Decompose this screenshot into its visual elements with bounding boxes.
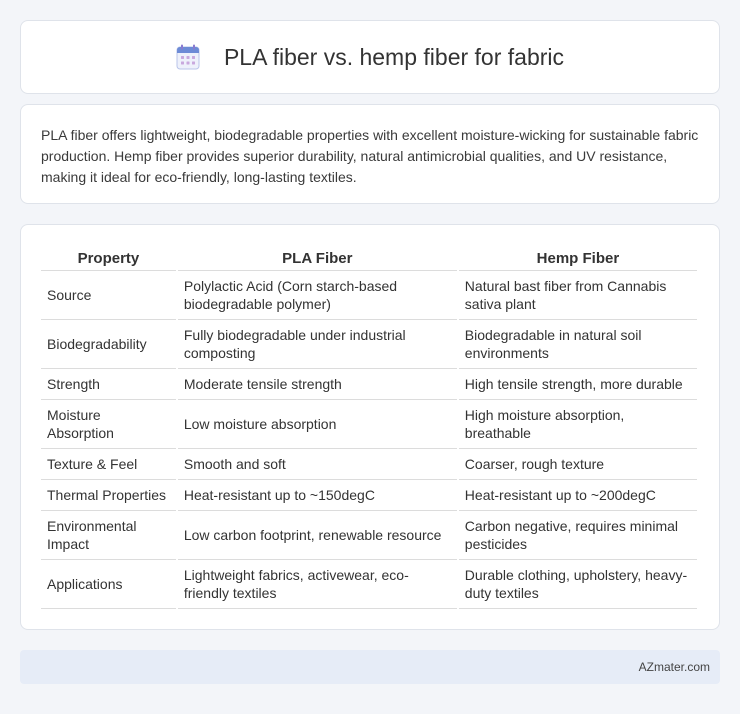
column-header-hemp: Hemp Fiber xyxy=(459,243,697,271)
table-cell: Lightweight fabrics, activewear, eco-friendly textiles xyxy=(178,560,457,609)
table-cell: Durable clothing, upholstery, heavy-duty textiles xyxy=(459,560,697,609)
table-row xyxy=(41,560,697,609)
table-row xyxy=(41,320,697,369)
table-row xyxy=(41,400,697,449)
table-row xyxy=(41,271,697,320)
table-cell: Fully biodegradable under industrial composting xyxy=(178,320,457,369)
table-cell: Coarser, rough texture xyxy=(459,449,697,480)
table-cell: Applications xyxy=(41,560,176,609)
table-cell: High moisture absorption, breathable xyxy=(459,400,697,449)
table-cell: Thermal Properties xyxy=(41,480,176,511)
table-cell: High tensile strength, more durable xyxy=(459,369,697,400)
table-cell: Source xyxy=(41,271,176,320)
comparison-table-card xyxy=(20,224,720,630)
table-cell: Strength xyxy=(41,369,176,400)
table-cell: Environmental Impact xyxy=(41,511,176,560)
table-cell: Polylactic Acid (Corn starch-based biodegradable polymer) xyxy=(178,271,457,320)
table-cell: Biodegradable in natural soil environments xyxy=(459,320,697,369)
table-cell: Texture & Feel xyxy=(41,449,176,480)
title-card xyxy=(20,20,720,94)
column-header-pla: PLA Fiber xyxy=(178,243,457,271)
footer xyxy=(20,650,720,684)
table-cell: Moisture Absorption xyxy=(41,400,176,449)
table-cell: Heat-resistant up to ~200degC xyxy=(459,480,697,511)
comparison-table xyxy=(39,243,699,609)
table-row xyxy=(41,511,697,560)
table-cell: Low carbon footprint, renewable resource xyxy=(178,511,457,560)
table-row xyxy=(41,449,697,480)
table-cell: Heat-resistant up to ~150degC xyxy=(178,480,457,511)
page-title: PLA fiber vs. hemp fiber for fabric xyxy=(223,43,565,70)
table-cell: Biodegradability xyxy=(41,320,176,369)
column-header-property: Property xyxy=(41,243,176,271)
footer-brand: AZmater.com xyxy=(638,660,710,674)
calendar-icon xyxy=(176,44,200,70)
table-cell: Smooth and soft xyxy=(178,449,457,480)
summary-card xyxy=(20,104,720,204)
table-cell: Natural bast fiber from Cannabis sativa plant xyxy=(459,271,697,320)
table-row xyxy=(41,480,697,511)
table-cell: Moderate tensile strength xyxy=(178,369,457,400)
table-header-row xyxy=(41,243,697,271)
table-cell: Low moisture absorption xyxy=(178,400,457,449)
table-cell: Carbon negative, requires minimal pesticides xyxy=(459,511,697,560)
table-row xyxy=(41,369,697,400)
summary-text: PLA fiber offers lightweight, biodegradable properties with excellent moisture-wicking for sustainable fabric production. Hemp fiber provides superior durability, natural antimicrobial qualities, and UV resistance, making it ideal for eco-friendly, long-lasting textiles. xyxy=(41,127,699,185)
